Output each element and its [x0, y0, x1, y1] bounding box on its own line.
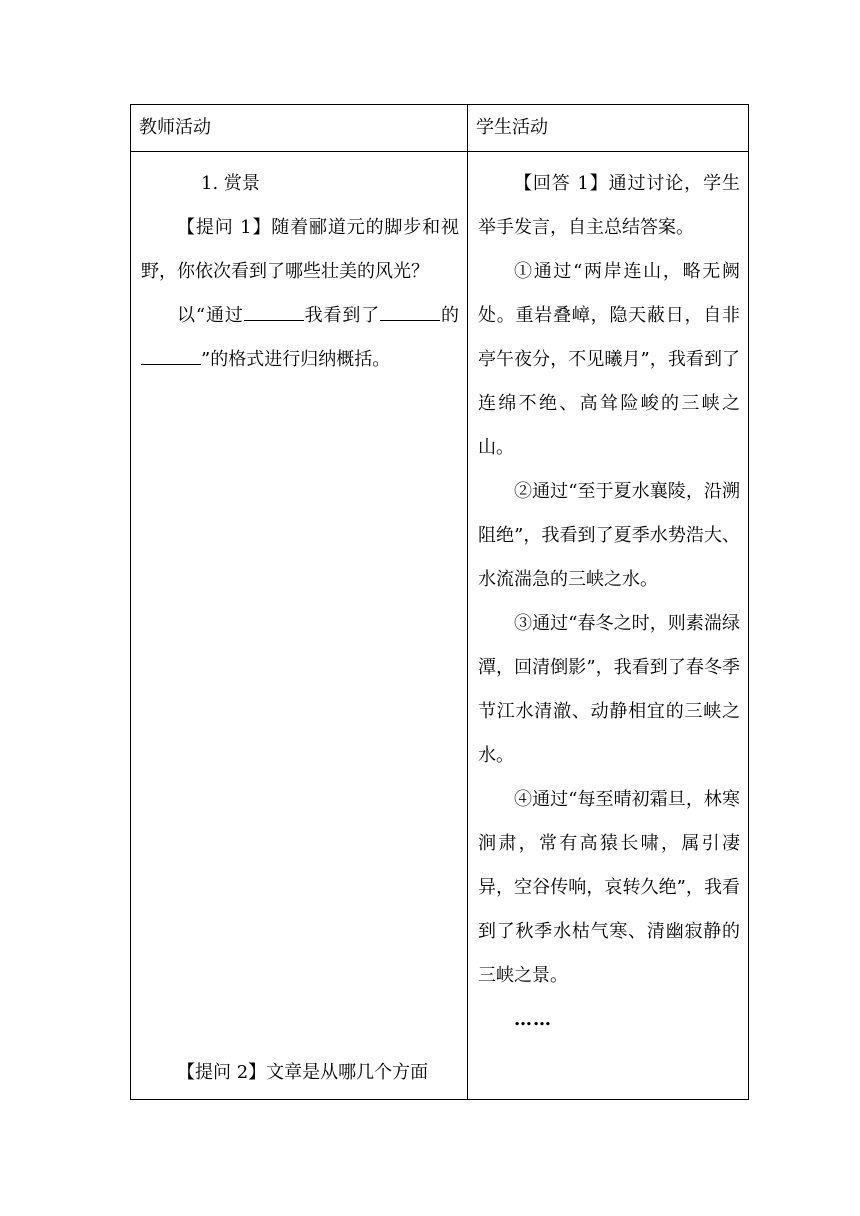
answer-item-3: ③通过“春冬之时，则素湍绿潭，回清倒影”，我看到了春冬季节江水清澈、动静相宜的三峡之水。 — [478, 613, 740, 766]
lesson-table — [130, 104, 749, 1100]
student-activity-cell — [468, 152, 749, 1100]
header-student-activity: 学生活动 — [468, 105, 749, 152]
format-suffix: ”的格式进行归纳概括。 — [201, 349, 391, 370]
ellipsis-continuation: …… — [514, 1009, 552, 1030]
table-body-row — [131, 152, 749, 1100]
format-mid-2: 的 — [440, 305, 460, 326]
format-prefix: 以“通过 — [177, 305, 244, 326]
format-blank-2 — [380, 304, 440, 321]
teacher-question-1: 【提问 1】随着郦道元的脚步和视野，你依次看到了哪些壮美的风光？ — [141, 217, 459, 282]
header-teacher-activity: 教师活动 — [131, 105, 468, 152]
answer-item-1: ①通过“两岸连山，略无阙处。重岩叠嶂，隐天蔽日，自非亭午夜分，不见曦月”，我看到了连绵不绝、高耸险峻的三峡之山。 — [478, 261, 740, 458]
format-blank-1 — [244, 304, 304, 321]
table-header-row — [131, 105, 749, 152]
format-mid-1: 我看到了 — [303, 305, 381, 326]
teacher-question-2: 【提问 2】文章是从哪几个方面 — [177, 1062, 429, 1083]
student-answer-1: 【回答 1】通过讨论，学生举手发言，自主总结答案。 — [478, 173, 740, 238]
answer-format-instruction — [141, 294, 459, 382]
format-blank-3 — [141, 348, 201, 365]
answer-item-2: ②通过“至于夏水襄陵，沿溯阻绝”，我看到了夏季水势浩大、水流湍急的三峡之水。 — [478, 481, 740, 590]
section-title: 1. 赏景 — [201, 173, 260, 194]
teacher-activity-cell — [131, 152, 468, 1100]
answer-item-4: ④通过“每至晴初霜旦，林寒涧肃，常有高猿长啸，属引凄异，空谷传响，哀转久绝”，我看到了秋季水枯气寒、清幽寂静的三峡之景。 — [478, 789, 740, 986]
